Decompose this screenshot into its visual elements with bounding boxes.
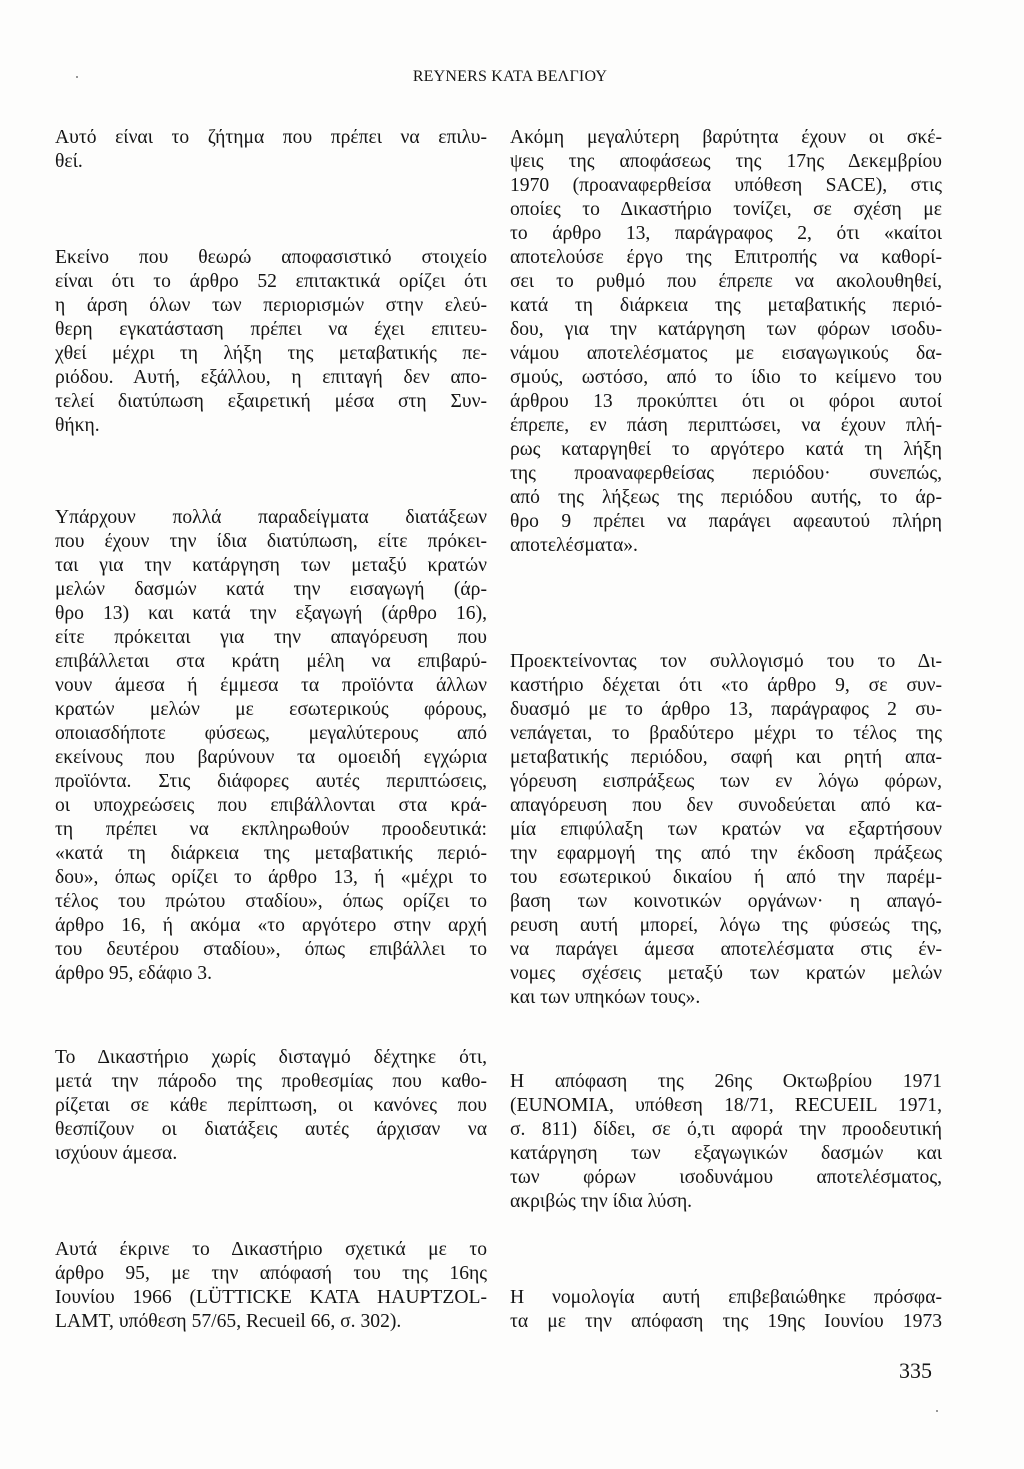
text-line: δου, για την κατάργηση των φόρων ισοδυ- bbox=[510, 319, 942, 340]
text-line: Η απόφαση της 26ης Οκτωβρίου 1971 bbox=[510, 1071, 942, 1092]
text-line: κρατών μελών με εσωτερικούς φόρους, bbox=[55, 699, 487, 720]
text-line: Η νομολογία αυτή επιβεβαιώθηκε πρόσφα- bbox=[510, 1287, 942, 1308]
text-line: μεταβατικής περιόδου, σαφή και ρητή απα- bbox=[510, 747, 942, 768]
text-line: καστήριο δέχεται ότι «το άρθρο 9, σε συν- bbox=[510, 675, 942, 696]
text-line: του εσωτερικού δικαίου ή από την παρέμ- bbox=[510, 867, 942, 888]
running-header-text: REYNERS ΚΑΤΑ ΒΕΛΓΙΟΥ bbox=[412, 68, 608, 85]
text-line: κατά τη διάρκεια της μεταβατικής περιό- bbox=[510, 295, 942, 316]
text-line: θεί. bbox=[55, 151, 83, 172]
left-paragraph-5 bbox=[55, 1238, 487, 1334]
text-line: Το Δικαστήριο χωρίς δισταγμό δέχτηκε ότι, bbox=[55, 1047, 487, 1068]
text-line: και των υπηκόων τους». bbox=[510, 987, 701, 1008]
text-line: 1970 (προαναφερθείσα υπόθεση SACE), στις bbox=[510, 175, 942, 196]
text-line: Αυτό είναι το ζήτημα που πρέπει να επιλυ- bbox=[55, 127, 487, 148]
running-header bbox=[0, 68, 1024, 86]
text-line: προϊόντα. Στις διάφορες αυτές περιπτώσεις, bbox=[55, 771, 487, 792]
text-line: θρο 9 πρέπει να παράγει αφεαυτού πλήρη bbox=[510, 511, 942, 532]
left-paragraph-3 bbox=[55, 506, 487, 986]
text-line: μετά την πάροδο της προθεσμίας που καθο- bbox=[55, 1071, 487, 1092]
text-line: ρευση αυτή μπορεί, λόγω της φύσεώς της, bbox=[510, 915, 942, 936]
text-line: από της λήξεως της περιόδου αυτής, το άρ- bbox=[510, 487, 942, 508]
text-line: αποτελούσε έργο της Επιτροπής να καθορί- bbox=[510, 247, 942, 268]
text-line: βαση των κοινοτικών οργάνων· η απαγό- bbox=[510, 891, 942, 912]
left-paragraph-1 bbox=[55, 126, 487, 174]
text-line: τα με την απόφαση της 19ης Ιουνίου 1973 bbox=[510, 1311, 942, 1332]
text-line: νάμου αποτελέσματος με εισαγωγικούς δα- bbox=[510, 343, 942, 364]
text-line: χθεί μέχρι τη λήξη της μεταβατικής πε- bbox=[55, 343, 487, 364]
text-line: ριόδου. Αυτή, εξάλλου, η επιταγή δεν απο- bbox=[55, 367, 487, 388]
text-line: της προαναφερθείσας περιόδου· συνεπώς, bbox=[510, 463, 942, 484]
text-line: Εκείνο που θεωρώ αποφασιστικό στοιχείο bbox=[55, 247, 487, 268]
text-line: του δευτέρου σταδίου», όπως επιβάλλει το bbox=[55, 939, 487, 960]
text-line: τελεί διατύπωση εξαιρετική μέσα στη Συν- bbox=[55, 391, 487, 412]
text-line: είναι ότι το άρθρο 52 επιτακτικά ορίζει ότι bbox=[55, 271, 487, 292]
text-line: είτε πρόκειται για την απαγόρευση που bbox=[55, 627, 487, 648]
text-line: άρθρο 95, με την απόφασή του της 16ης bbox=[55, 1263, 487, 1284]
text-line: ακριβώς την ίδια λύση. bbox=[510, 1191, 693, 1212]
text-line: ισχύουν άμεσα. bbox=[55, 1143, 178, 1164]
text-line: άρθρου 13 προκύπτει ότι οι φόροι αυτοί bbox=[510, 391, 942, 412]
text-line: άρθρο 95, εδάφιο 3. bbox=[55, 963, 212, 984]
text-line: θρο 13) και κατά την εξαγωγή (άρθρο 16), bbox=[55, 603, 487, 624]
right-paragraph-2 bbox=[510, 650, 942, 1010]
right-paragraph-3 bbox=[510, 1070, 942, 1214]
text-line: άρθρο 16, ή ακόμα «το αργότερο στην αρχή bbox=[55, 915, 487, 936]
text-line: σ. 811) δίδει, σε ό,τι αφορά την προοδευτική bbox=[510, 1119, 942, 1140]
text-line: Προεκτείνοντας τον συλλογισμό του το Δι- bbox=[510, 651, 942, 672]
text-line: θερη εγκατάσταση πρέπει να έχει επιτευ- bbox=[55, 319, 487, 340]
text-line: η άρση όλων των περιορισμών στην ελεύ- bbox=[55, 295, 487, 316]
text-line: «κατά τη διάρκεια της μεταβατικής περιό- bbox=[55, 843, 487, 864]
text-line: νεπάγεται, το βραδύτερο μέχρι το τέλος της bbox=[510, 723, 942, 744]
text-line: νουν άμεσα ή έμμεσα τα προϊόντα άλλων bbox=[55, 675, 487, 696]
right-paragraph-1 bbox=[510, 126, 942, 558]
left-paragraph-2 bbox=[55, 246, 487, 438]
text-line: τη πρέπει να εκπληρωθούν προοδευτικά: bbox=[55, 819, 487, 840]
text-line: οποίες το Δικαστήριο τονίζει, σε σχέση με bbox=[510, 199, 942, 220]
text-line: θεσπίζουν οι διατάξεις αυτές άρχισαν να bbox=[55, 1119, 487, 1140]
text-line: LAMT, υπόθεση 57/65, Recueil 66, σ. 302). bbox=[55, 1311, 402, 1332]
text-line: το άρθρο 13, παράγραφος 2, ότι «καίτοι bbox=[510, 223, 942, 244]
text-line: δου», όπως ορίζει το άρθρο 13, ή «μέχρι το bbox=[55, 867, 487, 888]
text-line: την εφαρμογή της από την έκδοση πράξεως bbox=[510, 843, 942, 864]
left-paragraph-4 bbox=[55, 1046, 487, 1166]
text-line: απαγόρευση που δεν συνοδεύεται από κα- bbox=[510, 795, 942, 816]
text-line: Ακόμη μεγαλύτερη βαρύτητα έχουν οι σκέ- bbox=[510, 127, 942, 148]
text-line: αποτελέσματα». bbox=[510, 535, 638, 556]
text-line: Αυτά έκρινε το Δικαστήριο σχετικά με το bbox=[55, 1239, 487, 1260]
text-line: των φόρων ισοδυνάμου αποτελέσματος, bbox=[510, 1167, 942, 1188]
text-line: εκείνους που βαρύνουν τα ομοειδή εγχώρια bbox=[55, 747, 487, 768]
text-line: σμούς, ωστόσο, από το ίδιο το κείμενο του bbox=[510, 367, 942, 388]
text-line: νομες σχέσεις μεταξύ των κρατών μελών bbox=[510, 963, 942, 984]
text-line: τέλος του πρώτου σταδίου», όπως ορίζει το bbox=[55, 891, 487, 912]
text-line: έπρεπε, εν πάση περιπτώσει, να έχουν πλή- bbox=[510, 415, 942, 436]
text-line: να παράγει άμεσα αποτελέσματα στις έν- bbox=[510, 939, 942, 960]
text-line: Υπάρχουν πολλά παραδείγματα διατάξεων bbox=[55, 507, 487, 528]
text-line: μελών δασμών κατά την εισαγωγή (άρ- bbox=[55, 579, 487, 600]
text-line: μία επιφύλαξη των κρατών να εξαρτήσουν bbox=[510, 819, 942, 840]
text-line: θήκη. bbox=[55, 415, 100, 436]
text-line: οι υποχρεώσεις που επιβάλλονται στα κρά- bbox=[55, 795, 487, 816]
text-line: ρίζεται σε κάθε περίπτωση, οι κανόνες που bbox=[55, 1095, 487, 1116]
text-line: ρως καταργηθεί το αργότερο κατά τη λήξη bbox=[510, 439, 942, 460]
text-line: επιβάλλεται στα κράτη μέλη να επιβαρύ- bbox=[55, 651, 487, 672]
text-line: κατάργηση των εξαγωγικών δασμών και bbox=[510, 1143, 942, 1164]
page-number: 335 bbox=[899, 1358, 932, 1383]
text-line: Ιουνίου 1966 (LÜTTICKE ΚΑΤΑ HAUPTZOL- bbox=[55, 1287, 487, 1308]
text-line: οποιασδήποτε φύσεως, μεγαλύτερους από bbox=[55, 723, 487, 744]
text-line: γόρευση εισπράξεως των εν λόγω φόρων, bbox=[510, 771, 942, 792]
scan-speck bbox=[936, 1410, 938, 1412]
text-line: (EUNOMIA, υπόθεση 18/71, RECUEIL 1971, bbox=[510, 1095, 942, 1116]
text-line: σει το ρυθμό που έπρεπε να ακολουθηθεί, bbox=[510, 271, 942, 292]
right-paragraph-4 bbox=[510, 1286, 942, 1334]
text-line: που έχουν την ίδια διατύπωση, είτε πρόκει- bbox=[55, 531, 487, 552]
text-line: ται για την κατάργηση των μεταξύ κρατών bbox=[55, 555, 487, 576]
text-line: δυασμό με το άρθρο 13, παράγραφος 2 συ- bbox=[510, 699, 942, 720]
text-line: ψεις της αποφάσεως της 17ης Δεκεμβρίου bbox=[510, 151, 942, 172]
